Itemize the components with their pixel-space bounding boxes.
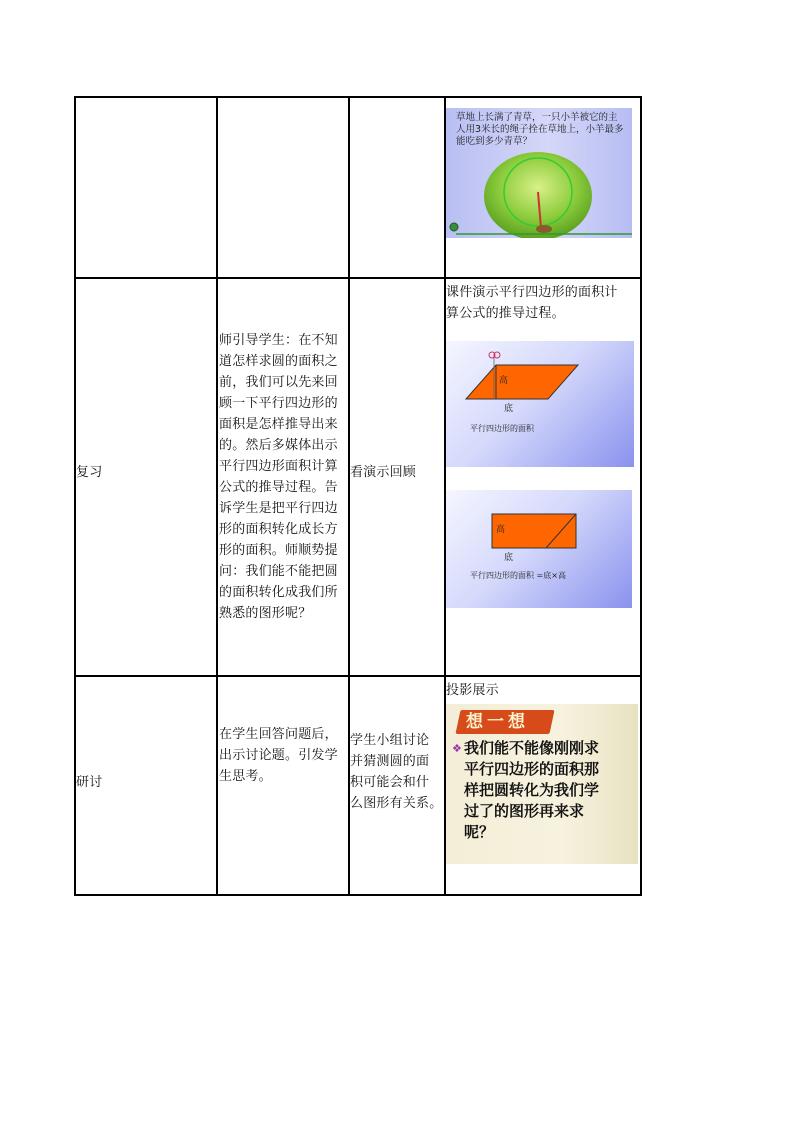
teacher-line: 生思考。	[219, 769, 272, 784]
think-slide	[446, 704, 638, 864]
question-line: 过了的图形再来求	[464, 802, 585, 820]
rectangle-slide	[446, 490, 632, 608]
think-header-text: 想一想	[466, 712, 529, 732]
parallelogram-shape	[466, 365, 578, 399]
teacher-line: 平行四边形面积计算	[219, 459, 338, 474]
teacher-line: 问：我们能不能把圆	[219, 564, 338, 579]
student-line: 学生小组讨论	[350, 733, 430, 748]
teacher-line: 诉学生是把平行四边	[219, 501, 338, 516]
teacher-line: 在学生回答问题后，	[219, 727, 338, 742]
question-text	[464, 738, 636, 843]
slide-caption: 平行四边形的面积 =底×高	[470, 571, 566, 580]
teacher-line: 的。然后多媒体出示	[219, 438, 338, 453]
teacher-line: 形的面积转化成长方	[219, 522, 338, 537]
teacher-line: 出示讨论题。引发学	[219, 748, 338, 763]
teacher-line: 道怎样求圆的面积之	[219, 354, 338, 369]
nav-button-icon	[450, 223, 458, 231]
media-caption	[446, 282, 642, 324]
student-line: 么图形有关系。	[350, 796, 443, 811]
teacher-line: 形的面积。师顺势提	[219, 543, 338, 558]
stage-label: 研讨	[76, 775, 103, 790]
base-label: 底	[504, 553, 514, 563]
height-label: 高	[496, 525, 506, 535]
student-activity	[350, 730, 446, 814]
rectangle-diagram	[446, 490, 632, 608]
student-line: 并猜测圆的面	[350, 754, 430, 769]
question-line: 我们能不能像刚刚求	[464, 739, 600, 757]
teacher-activity	[219, 724, 349, 787]
column-divider	[216, 98, 218, 894]
lesson-table	[74, 96, 642, 896]
parallelogram-diagram	[446, 341, 634, 467]
stage-label: 复习	[76, 465, 103, 480]
slide-caption: 平行四边形的面积	[470, 424, 534, 433]
grass-field-illustration	[446, 108, 632, 238]
row-divider	[76, 675, 640, 677]
teacher-line: 熟悉的图形呢？	[219, 606, 312, 621]
media-caption-line: 算公式的推导过程。	[446, 306, 565, 321]
sheep-grass-slide	[446, 108, 632, 238]
student-activity: 看演示回顾	[350, 465, 417, 480]
teacher-activity	[219, 330, 349, 624]
teacher-line: 前，我们可以先来回	[219, 375, 338, 390]
row-divider	[76, 277, 640, 279]
student-line: 积可能会和什	[350, 775, 430, 790]
height-label: 高	[499, 376, 509, 386]
teacher-line: 面积是怎样推导出来	[219, 417, 338, 432]
slide-problem-text: 草地上长满了青草，一只小羊被它的主人用3米长的绳子拴在草地上，小羊最多能吃到多少青草？	[456, 112, 624, 147]
media-caption: 投影展示	[446, 683, 499, 698]
question-line: 平行四边形的面积那	[464, 760, 600, 778]
base-label: 底	[504, 404, 514, 414]
media-caption-line: 课件演示平行四边形的面积计	[446, 285, 618, 300]
question-line: 呢？	[464, 823, 495, 841]
sheep	[536, 225, 552, 233]
teacher-line: 顾一下平行四边形的	[219, 396, 338, 411]
teacher-line: 的面积转化成我们所	[219, 585, 338, 600]
bullet-icon: ❖	[452, 742, 462, 755]
question-line: 样把圆转化为我们学	[464, 781, 600, 799]
teacher-line: 师引导学生：在不知	[219, 333, 338, 348]
teacher-line: 公式的推导过程。告	[219, 480, 338, 495]
parallelogram-slide	[446, 341, 634, 467]
